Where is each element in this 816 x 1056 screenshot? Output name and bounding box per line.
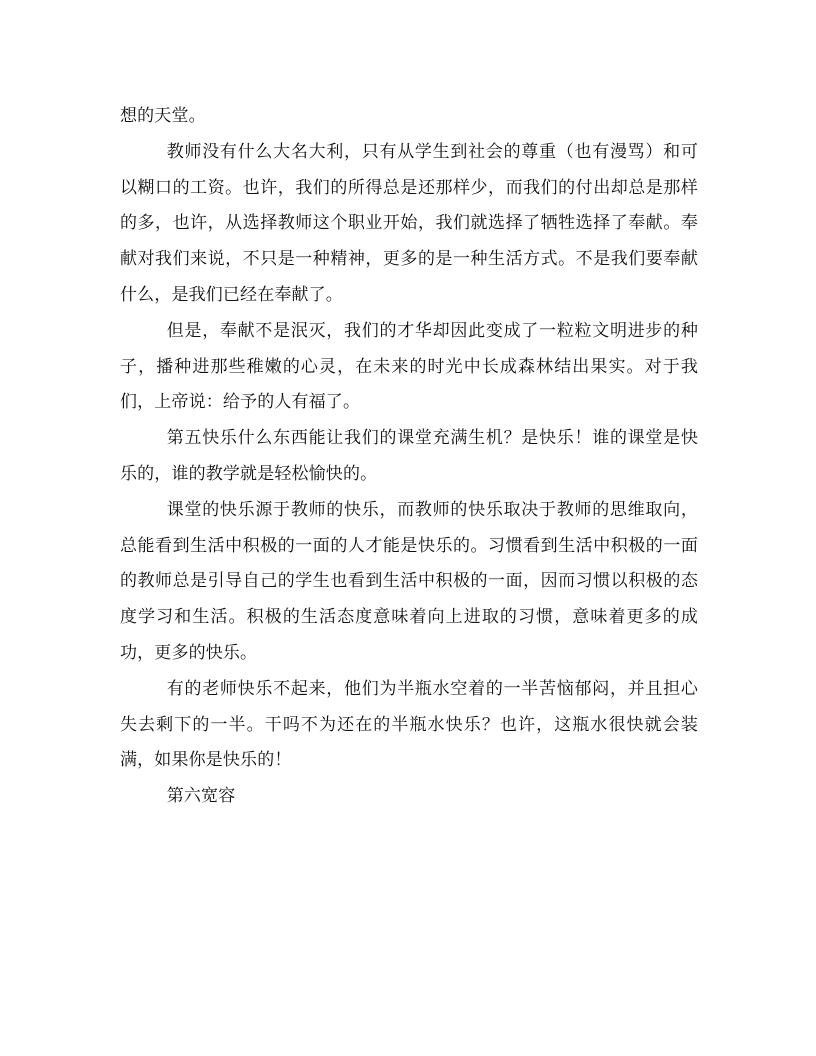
- document-body: [120, 99, 698, 815]
- paragraph-teacher-honor: 教师没有什么大名大利，只有从学生到社会的尊重（也有漫骂）和可以糊口的工资。也许，我们的所得总是还那样少，而我们的付出却总是那样的多，也许，从选择教师这个职业开始，我们就选择了牺牲选择了奉献。奉献对我们来说，不只是一种精神，更多的是一种生活方式。不是我们要奉献什么，是我们已经在奉献了。: [120, 141, 698, 305]
- paragraph-continuation: 想的天堂。: [120, 106, 206, 126]
- paragraph-classroom-happiness: 课堂的快乐源于教师的快乐，而教师的快乐取决于教师的思维取向，总能看到生活中积极的一面的人才能是快乐的。习惯看到生活中积极的一面的教师总是引导自己的学生也看到生活中积极的一面，因而习惯以积极的态度学习和生活。积极的生活态度意味着向上进取的习惯，意味着更多的成功，更多的快乐。: [120, 499, 698, 663]
- section-sixth-tolerance: 第六宽容: [166, 786, 236, 807]
- section-fifth-happiness: 第五快乐什么东西能让我们的课堂充满生机？是快乐！谁的课堂是快乐的，谁的教学就是轻松愉快的。: [120, 428, 698, 484]
- paragraph-half-bottle: 有的老师快乐不起来，他们为半瓶水空着的一半苦恼郁闷，并且担心失去剩下的一半。干吗不为还在的半瓶水快乐？也许，这瓶水很快就会装满，如果你是快乐的！: [120, 678, 698, 771]
- paragraph-dedication: 但是，奉献不是泯灭，我们的才华却因此变成了一粒粒文明进步的种子，播种进那些稚嫩的心灵，在未来的时光中长成森林结出果实。对于我们，上帝说：给予的人有福了。: [120, 320, 698, 413]
